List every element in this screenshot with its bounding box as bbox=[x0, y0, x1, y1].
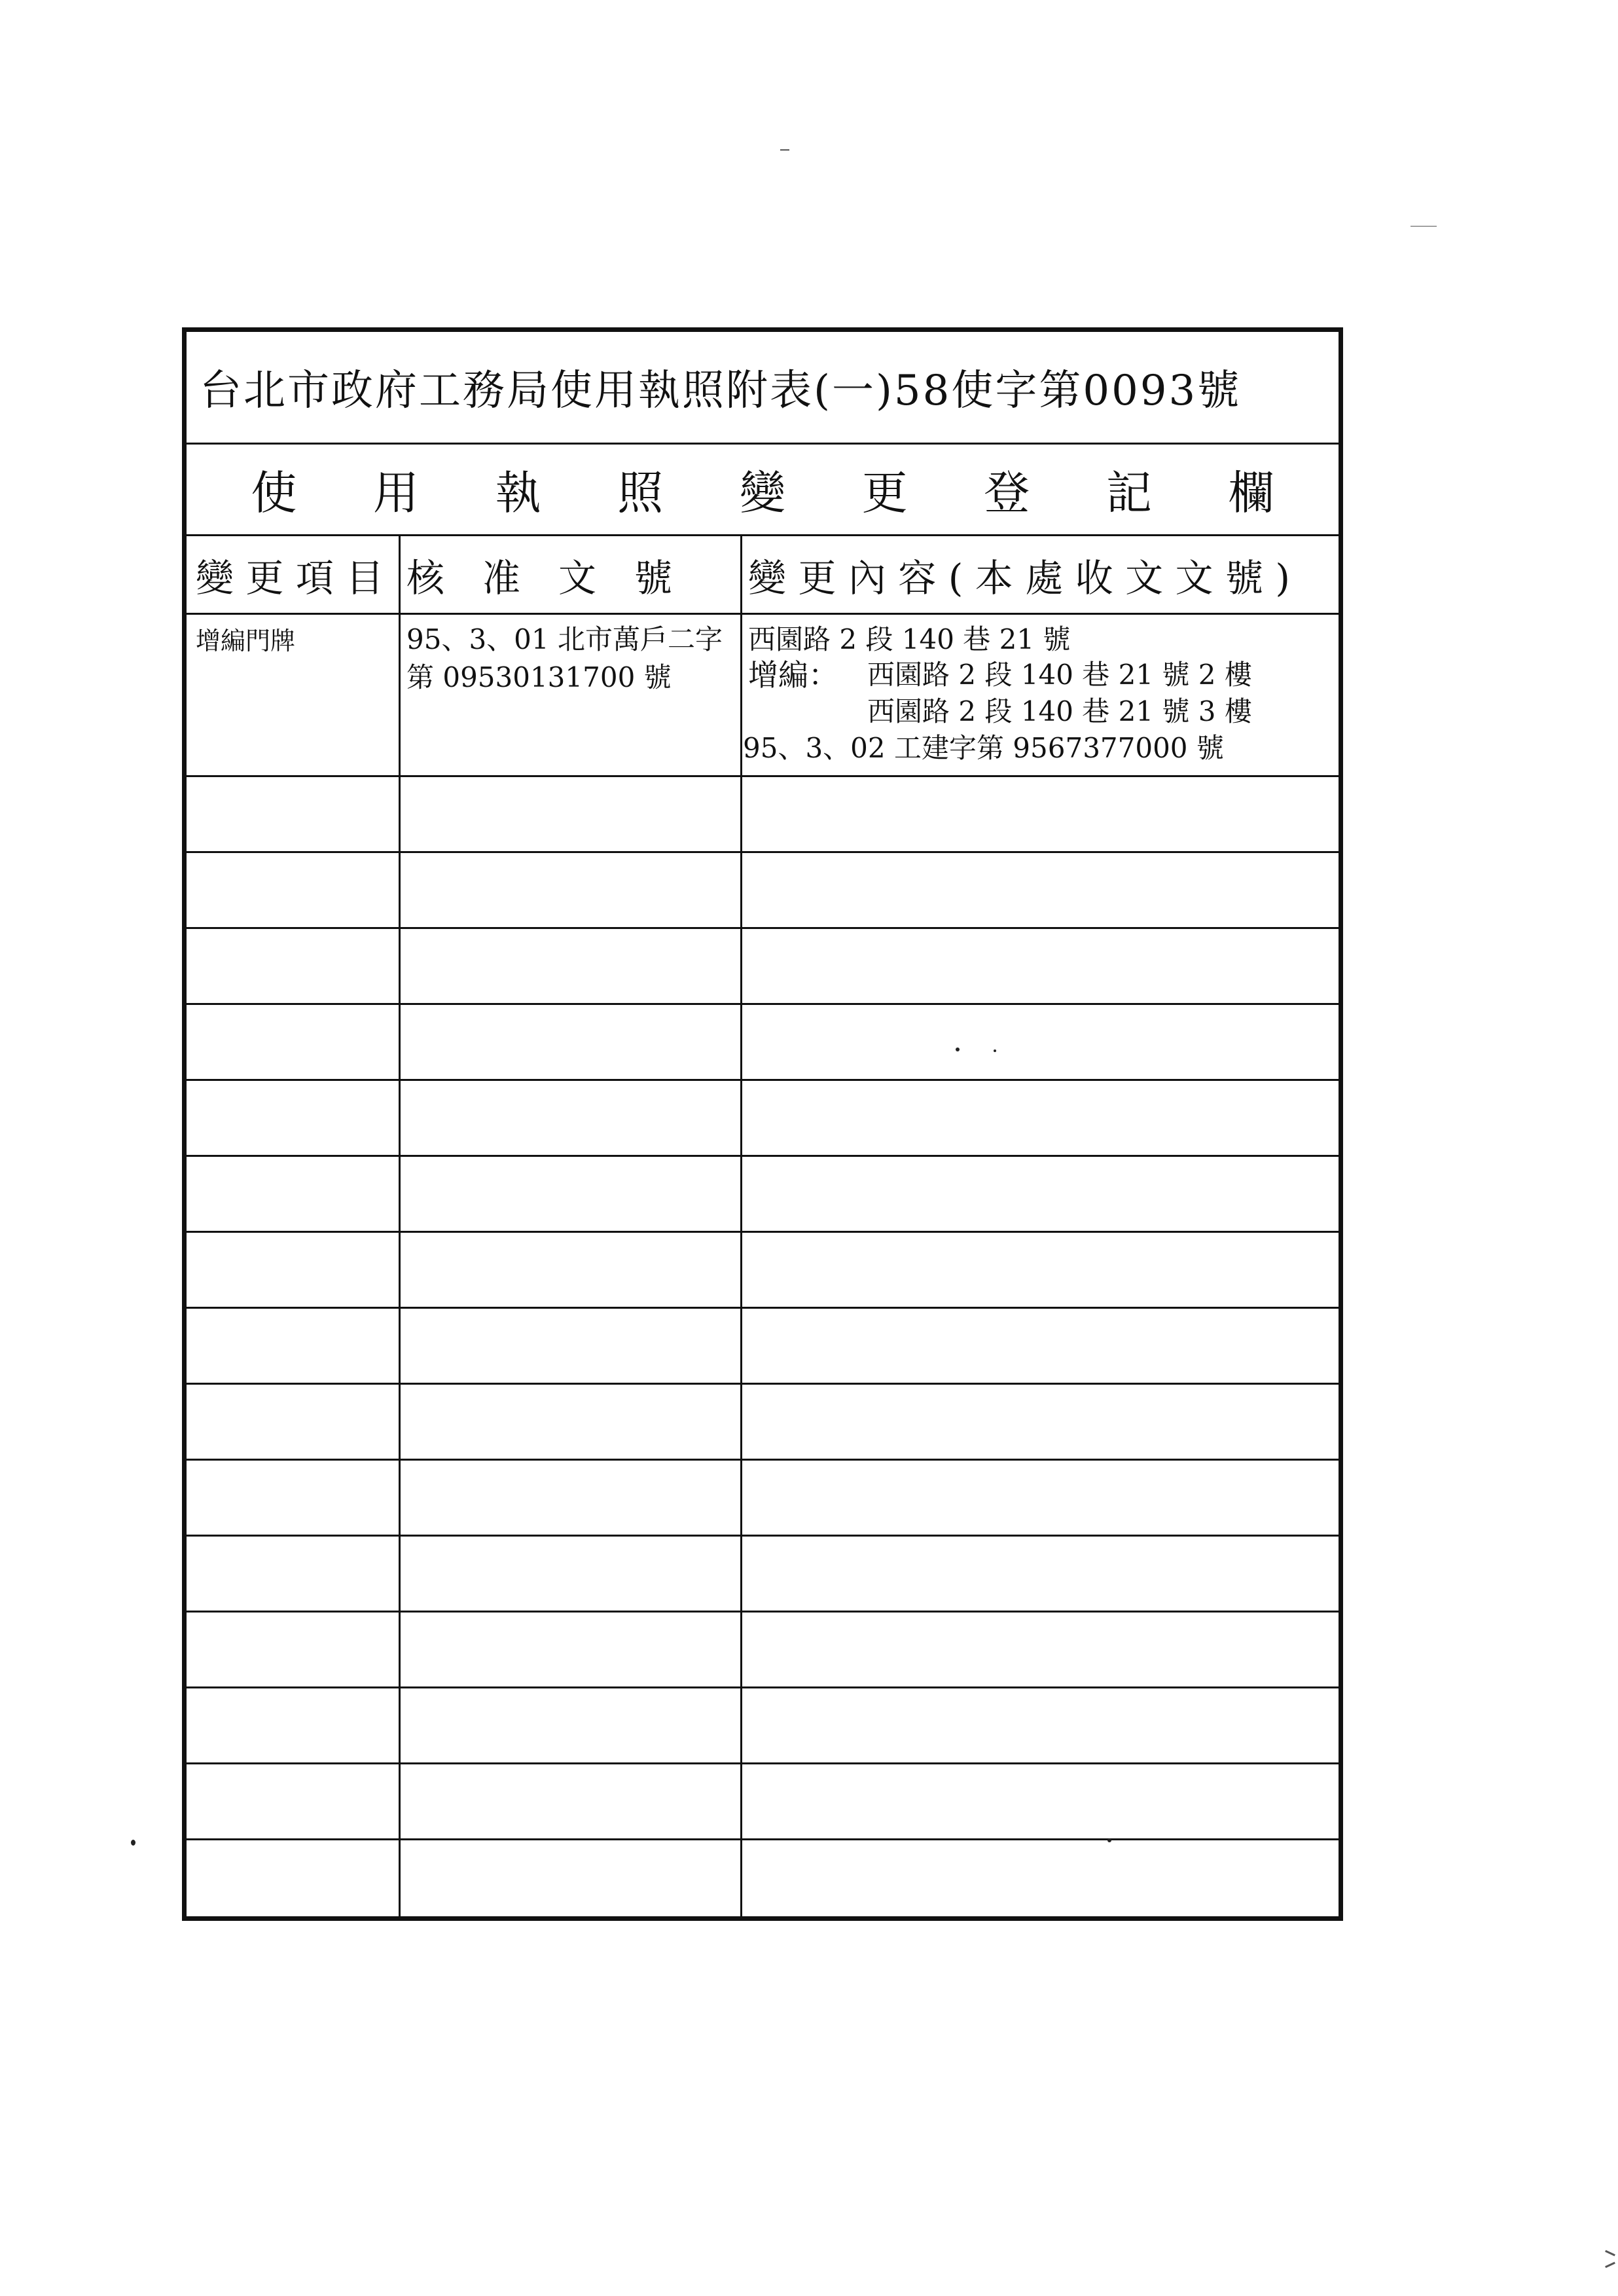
change-registration-heading bbox=[187, 445, 1339, 536]
heading-char: 執 bbox=[495, 466, 541, 520]
table-row bbox=[187, 929, 1339, 1005]
table-row bbox=[187, 777, 1339, 853]
entry-content-line: 95、3、02 工建字第 9567377000 號 bbox=[743, 732, 1224, 764]
heading-char: 照 bbox=[617, 466, 664, 520]
heading-char: 使 bbox=[251, 466, 297, 520]
entry-item: 增編門牌 bbox=[196, 627, 296, 655]
entry-content-line: 西園路 2 段 140 巷 21 號 2 樓 bbox=[867, 659, 1252, 691]
change-entries bbox=[187, 615, 1339, 1916]
heading-char: 變 bbox=[739, 466, 785, 520]
scan-speck bbox=[994, 1049, 996, 1052]
scan-mark-top bbox=[780, 149, 789, 151]
scan-mark-edge bbox=[1605, 2250, 1615, 2256]
table-row bbox=[187, 1157, 1339, 1233]
heading-char: 更 bbox=[861, 466, 908, 520]
column-header-approval: 核 准 文 號 bbox=[406, 555, 673, 600]
title-row bbox=[187, 332, 1339, 445]
heading-char: 登 bbox=[984, 466, 1030, 520]
table-row bbox=[187, 1537, 1339, 1613]
column-header-row bbox=[187, 536, 1339, 615]
scan-speck bbox=[131, 1840, 135, 1846]
table-row bbox=[187, 1764, 1339, 1840]
table-row bbox=[187, 1081, 1339, 1157]
entry-content-label: 增編： bbox=[748, 657, 838, 693]
entry-approval-line: 第 09530131700 號 bbox=[406, 661, 672, 693]
column-header-content: 變 更 內 容 ( 本 處 收 文 文 號 ) bbox=[748, 555, 1291, 600]
table-row bbox=[187, 1688, 1339, 1764]
scan-mark-edge bbox=[1605, 2262, 1615, 2268]
table-row bbox=[187, 1309, 1339, 1385]
scan-mark-right bbox=[1411, 226, 1437, 227]
heading-char: 用 bbox=[372, 466, 419, 520]
table-row bbox=[187, 1233, 1339, 1309]
entry-content-line: 西園路 2 段 140 巷 21 號 bbox=[748, 623, 1071, 655]
table-row bbox=[187, 1461, 1339, 1537]
scan-speck bbox=[956, 1048, 960, 1051]
table-row bbox=[187, 853, 1339, 929]
table-row bbox=[187, 1385, 1339, 1461]
form-title: 台北市政府工務局使用執照附表(一)58使字第0093號 bbox=[200, 367, 1242, 415]
heading-char: 欄 bbox=[1228, 466, 1274, 520]
table-row bbox=[187, 615, 1339, 777]
table-row bbox=[187, 1613, 1339, 1688]
heading-char: 記 bbox=[1106, 466, 1152, 520]
license-appendix-form bbox=[182, 327, 1343, 1921]
scan-speck bbox=[1107, 1838, 1111, 1842]
table-row bbox=[187, 1840, 1339, 1921]
entry-approval-line: 95、3、01 北市萬戶二字 bbox=[406, 623, 723, 655]
entry-content-line: 西園路 2 段 140 巷 21 號 3 樓 bbox=[867, 695, 1252, 727]
table-row bbox=[187, 1005, 1339, 1081]
column-header-item: 變 更 項 目 bbox=[196, 555, 384, 600]
